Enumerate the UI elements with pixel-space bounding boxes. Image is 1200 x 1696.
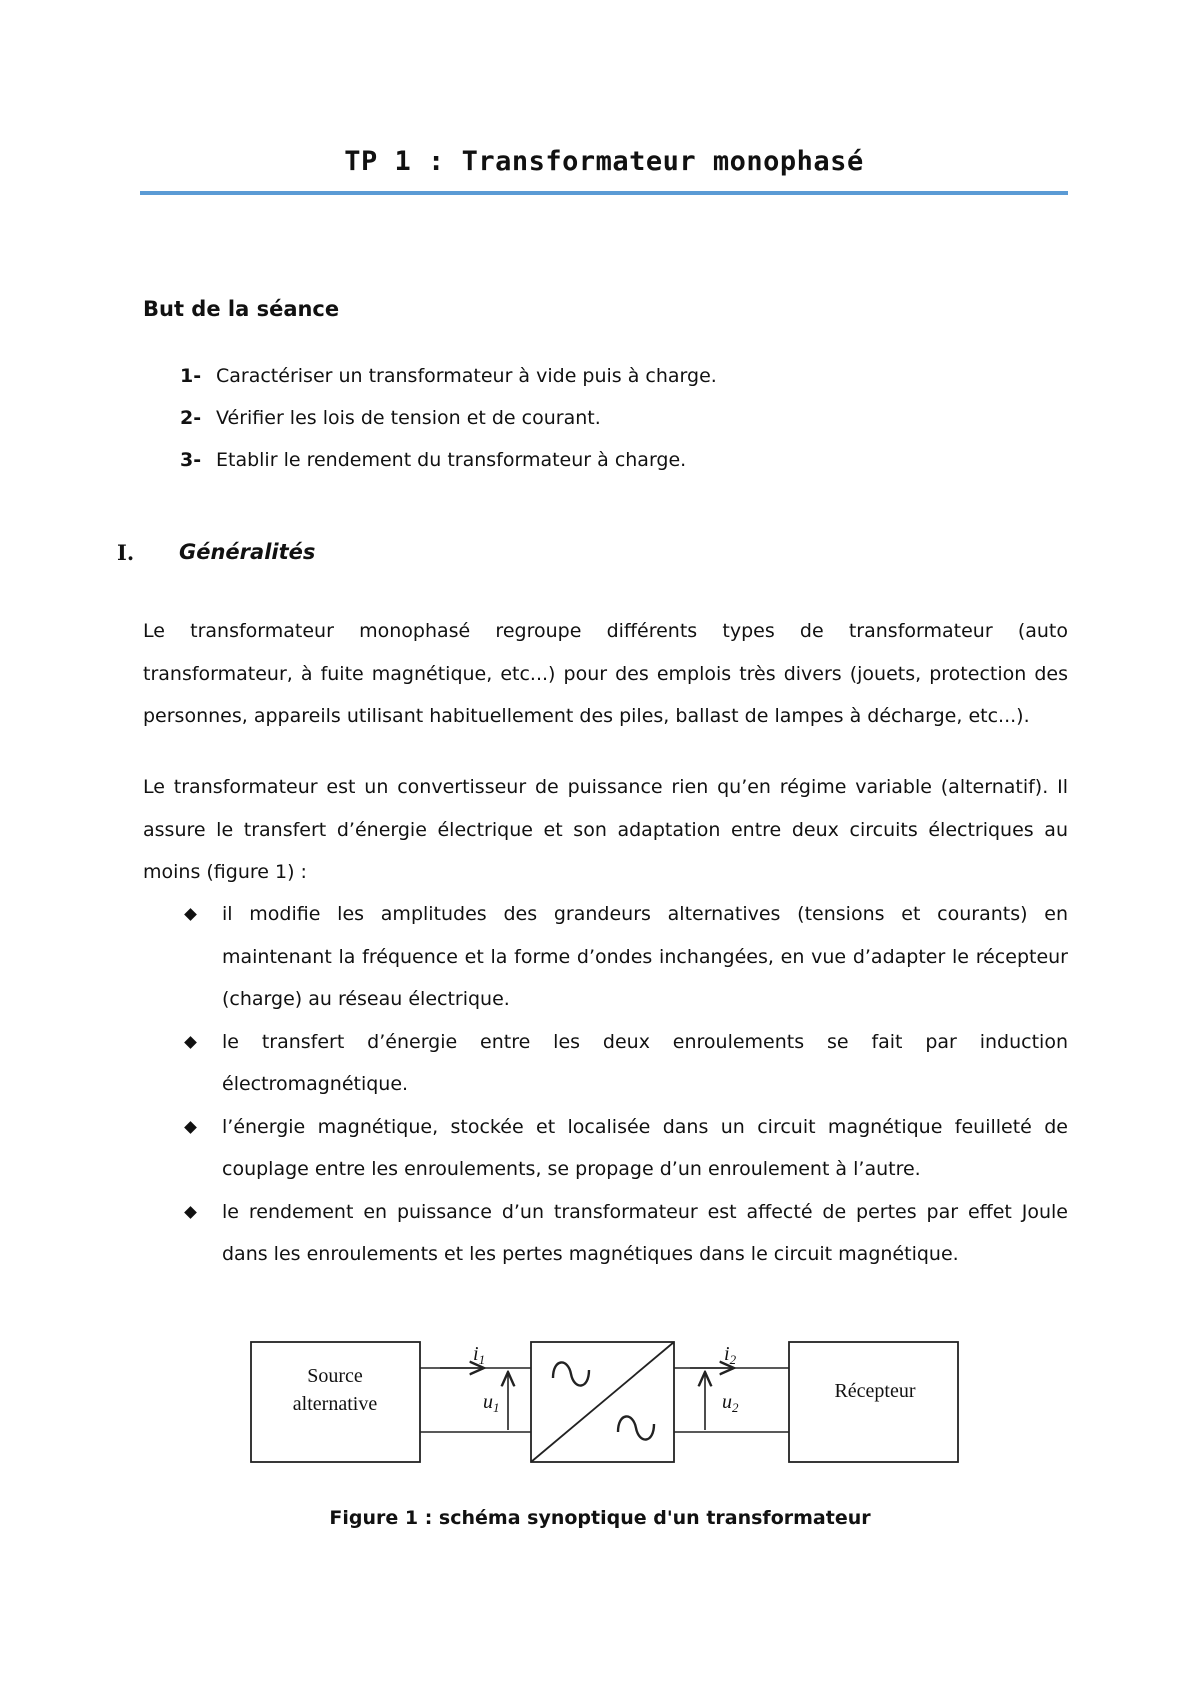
objectives-list [180,365,717,491]
bullet-item [186,893,1068,1021]
diamond-bullet-icon [184,1036,197,1049]
objective-item [180,449,717,491]
diamond-bullet-icon [184,908,197,921]
bullet-text: le transfert d’énergie entre les deux enroulements se fait par induction électromagnétique. [222,1030,1068,1095]
ac-input-icon [553,1362,589,1385]
section-title: Généralités [179,540,316,564]
source-label-line1: Source [307,1365,363,1387]
bullet-item [186,1021,1068,1106]
objective-text: Caractériser un transformateur à vide puis à charge. [216,365,717,387]
section-heading-generalites [117,540,315,565]
objectives-heading: But de la séance [143,297,340,321]
page-title: TP 1 : Transformateur monophasé [344,146,864,177]
objective-item [180,407,717,449]
objective-text: Etablir le rendement du transformateur à charge. [216,449,687,471]
bullet-item [186,1106,1068,1191]
title-underline [140,191,1068,195]
diamond-bullet-icon [184,1121,197,1134]
bullet-list [186,893,1068,1276]
current-i1-label: $i_1$ [473,1343,486,1367]
voltage-u1-label: $u_1$ [483,1391,500,1415]
voltage-u2-label: $u_2$ [722,1391,739,1415]
objective-text: Vérifier les lois de tension et de courant. [216,407,601,429]
bullet-item [186,1191,1068,1276]
current-i2-label: $i_2$ [724,1343,737,1367]
figure-caption: Figure 1 : schéma synoptique d'un transformateur [329,1507,871,1529]
objective-number: 2- [180,407,202,429]
transformer-diagonal [531,1342,674,1462]
diamond-bullet-icon [184,1206,197,1219]
figure-transformer-diagram [0,1320,1200,1480]
ac-output-icon [618,1416,654,1439]
objective-item [180,365,717,407]
paragraph-definition: Le transformateur est un convertisseur de puissance rien qu’en régime variable (alternatif). Il assure le transfert d’énergie électrique et son adaptation entre deux circuits électriques au moins (figure 1) : [143,776,1068,883]
receiver-box [789,1342,958,1462]
bullet-text: il modifie les amplitudes des grandeurs alternatives (tensions et courants) en maintenant la fréquence et la forme d’ondes inchangées, en vue d’adapter le récepteur (charge) au réseau électrique. [222,903,1068,1010]
bullet-text: le rendement en puissance d’un transformateur est affecté de pertes par effet Joule dans les enroulements et les pertes magnétiques dans le circuit magnétique. [222,1200,1068,1265]
transformer-block-diagram [0,1320,1200,1480]
receiver-label: Récepteur [834,1380,916,1402]
objective-number: 1- [180,365,202,387]
source-label-line2: alternative [292,1393,378,1415]
section-number: I. [117,540,135,565]
paragraph-intro: Le transformateur monophasé regroupe différents types de transformateur (auto transformateur, à fuite magnétique, etc...) pour des emplois très divers (jouets, protection des personnes, appareils utilisant habituellement des piles, ballast de lampes à décharge, etc...). [143,620,1068,727]
objective-number: 3- [180,449,202,471]
bullet-text: l’énergie magnétique, stockée et localisée dans un circuit magnétique feuilleté de couplage entre les enroulements, se propage d’un enroulement à l’autre. [222,1115,1068,1180]
